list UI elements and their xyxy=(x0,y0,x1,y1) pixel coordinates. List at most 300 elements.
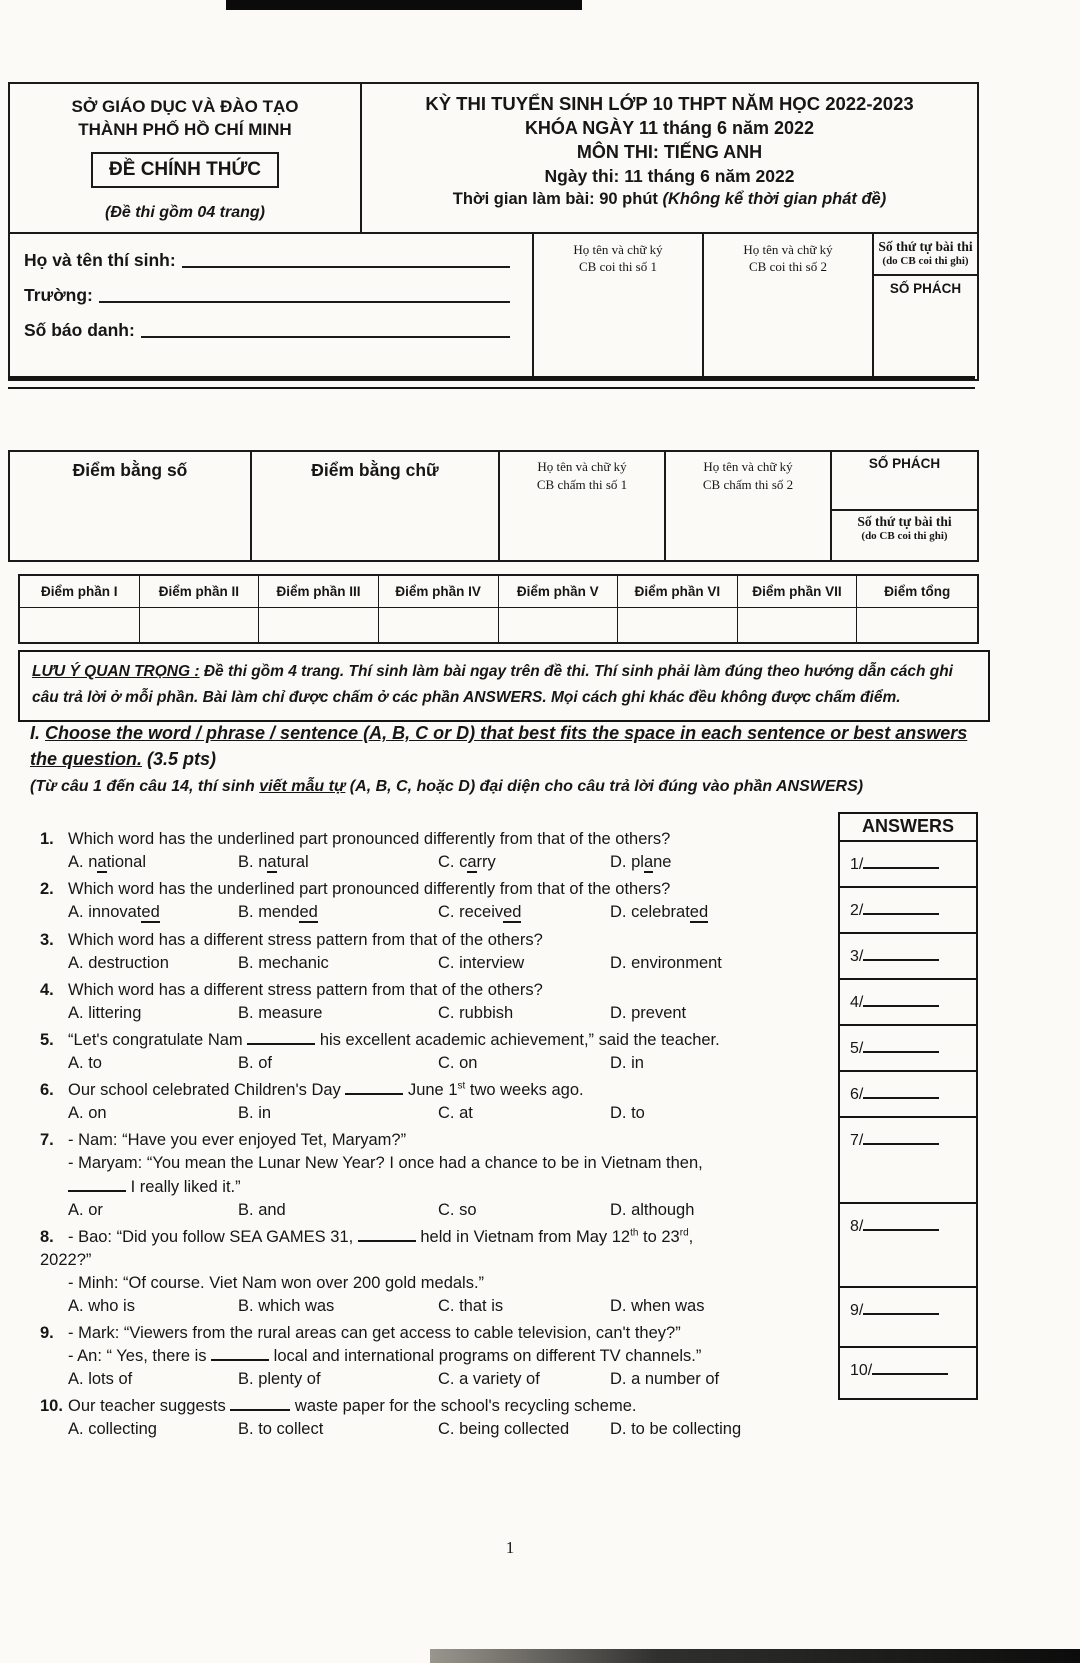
options-row xyxy=(40,1102,828,1125)
parts-header-cell: Điểm phần IV xyxy=(379,576,499,608)
proctor2-cell xyxy=(704,234,874,379)
option xyxy=(238,1368,438,1391)
question xyxy=(40,1029,828,1075)
question xyxy=(40,1322,828,1391)
option xyxy=(238,1102,438,1125)
option xyxy=(438,952,610,975)
option-label: B. xyxy=(238,1296,259,1315)
exam-title-cell xyxy=(362,84,977,232)
text-segment: Which word has a different stress pattern from that of the others? xyxy=(68,930,543,949)
answer-row xyxy=(840,842,976,888)
proctor2-line2: CB coi thi số 2 xyxy=(748,259,827,275)
text-segment: a variety of xyxy=(459,1370,540,1389)
answers-column xyxy=(838,812,978,1445)
text-segment: - Minh: “Of course. Viet Nam won over 200 gold medals.” xyxy=(68,1273,485,1292)
parts-header-cell: Điểm phần III xyxy=(259,576,379,608)
options-row xyxy=(40,1199,828,1222)
text-segment: - Nam: “Have you ever enjoyed Tet, Maryam?” xyxy=(68,1131,407,1150)
option-label: C. xyxy=(438,1054,460,1073)
option-label: A. xyxy=(68,1054,89,1073)
option xyxy=(68,1295,238,1318)
question-line xyxy=(40,1029,828,1052)
text-segment: on xyxy=(88,1104,107,1123)
text-segment: waste paper for the school's recycling scheme. xyxy=(290,1397,637,1416)
notice-label: LƯU Ý QUAN TRỌNG : xyxy=(32,663,200,680)
answer-row-label: 5/ xyxy=(850,1040,864,1058)
option xyxy=(238,1295,438,1318)
text-segment: which was xyxy=(258,1296,335,1315)
option xyxy=(238,952,438,975)
option xyxy=(68,952,238,975)
header-bottom-row xyxy=(10,234,977,379)
superscript-text: th xyxy=(630,1227,639,1239)
answer-row-label: 3/ xyxy=(850,948,864,966)
option xyxy=(610,901,828,924)
text-segment: that is xyxy=(459,1296,504,1315)
text-segment: of xyxy=(258,1054,272,1073)
sequence-sublabel: (do CB coi thi ghi) xyxy=(882,254,969,267)
option-label: A. xyxy=(68,903,89,922)
text-segment: c xyxy=(459,853,468,872)
parts-score-table xyxy=(18,574,979,644)
text-segment: - Bao: “Did you follow SEA GAMES 31, xyxy=(68,1227,358,1246)
option xyxy=(68,1002,238,1025)
text-segment: interview xyxy=(459,953,525,972)
answer-row-label: 7/ xyxy=(850,1132,864,1150)
parts-empty-cell xyxy=(618,608,738,642)
text-segment: - An: “ Yes, there is xyxy=(68,1347,212,1366)
parts-empty-cell xyxy=(738,608,858,642)
scan-artifact-bottom-bar xyxy=(430,1649,1080,1663)
answers-rows xyxy=(840,842,976,1398)
underlined-text: ed xyxy=(141,903,160,922)
option xyxy=(68,1368,238,1391)
text-segment: to be collecting xyxy=(631,1420,742,1439)
question-number: 7. xyxy=(40,1131,54,1150)
grader2-line1: Họ tên và chữ ký xyxy=(703,459,793,474)
option-label: B. xyxy=(238,1104,259,1123)
sequence-cell xyxy=(874,234,977,379)
text-segment: celebrat xyxy=(631,903,690,922)
blank-line xyxy=(230,1395,290,1411)
score-so-phach-label: SỐ PHÁCH xyxy=(832,452,977,511)
student-field-line xyxy=(182,265,510,268)
question-line xyxy=(40,1345,828,1368)
question-number: 1. xyxy=(40,830,54,849)
option-label: A. xyxy=(68,953,89,972)
answer-blank-line xyxy=(863,946,939,961)
answer-row xyxy=(840,1348,976,1398)
question-line xyxy=(40,1322,828,1345)
page-number: 1 xyxy=(505,1538,515,1557)
option-label: B. xyxy=(238,853,259,872)
option-label: B. xyxy=(238,1200,259,1219)
text-segment: held in Vietnam from May 12 xyxy=(415,1227,631,1246)
option-label: B. xyxy=(238,903,259,922)
option-label: D. xyxy=(610,1104,632,1123)
text-segment: littering xyxy=(88,1003,142,1022)
section-1-number: I. xyxy=(30,723,46,743)
score-table xyxy=(8,450,979,562)
underlined-text: ed xyxy=(503,903,522,922)
section-1-heading xyxy=(30,720,978,772)
proctor2-line1: Họ tên và chữ ký xyxy=(743,241,833,257)
question-number: 5. xyxy=(40,1030,54,1049)
option-label: C. xyxy=(438,1296,460,1315)
option xyxy=(238,851,438,874)
text-segment: Our school celebrated Children's Day xyxy=(68,1081,346,1100)
blank-line xyxy=(345,1079,403,1095)
question-number: 10. xyxy=(40,1397,63,1416)
option-label: D. xyxy=(610,1054,632,1073)
score-sequence-cell xyxy=(832,511,977,560)
option xyxy=(68,1199,238,1222)
question-line xyxy=(40,828,828,851)
issuer-line-1: SỞ GIÁO DỤC VÀ ĐÀO TẠO xyxy=(71,97,299,116)
section-1-heading-text: Choose the word / phrase / sentence (A, B, C or D) that best fits the space in each sentence or best answers the question. xyxy=(30,723,968,770)
question xyxy=(40,1079,828,1125)
option xyxy=(610,1199,828,1222)
underlined-text: a xyxy=(267,853,277,872)
header-top-row xyxy=(10,84,977,234)
exam-duration-italic: (Không kể thời gian phát đề) xyxy=(662,190,887,208)
underlined-text: a xyxy=(97,853,107,872)
option-label: A. xyxy=(68,1104,89,1123)
parts-header-cell: Điểm phần VII xyxy=(738,576,858,608)
question-line xyxy=(40,1176,828,1199)
answers-box-title: ANSWERS xyxy=(840,814,976,842)
question-line xyxy=(40,1129,828,1152)
option xyxy=(68,1052,238,1075)
text-segment: June 1 xyxy=(403,1081,458,1100)
option-label: D. xyxy=(610,1420,632,1439)
answer-blank-line xyxy=(863,854,939,869)
option-label: A. xyxy=(68,1296,89,1315)
option-label: D. xyxy=(610,953,632,972)
answer-row-label: 4/ xyxy=(850,994,864,1012)
answer-row-label: 6/ xyxy=(850,1086,864,1104)
option-label: B. xyxy=(238,1054,259,1073)
text-segment: n xyxy=(258,853,268,872)
text-segment: rubbish xyxy=(459,1003,514,1022)
text-segment: at xyxy=(459,1104,473,1123)
text-segment: mend xyxy=(258,903,300,922)
answer-blank-line xyxy=(863,900,939,915)
option xyxy=(438,1102,610,1125)
grader2-line2: CB chấm thi số 2 xyxy=(702,476,794,492)
option-label: B. xyxy=(238,1420,259,1439)
text-segment: “Let's congratulate Nam xyxy=(68,1030,248,1049)
header-table xyxy=(8,82,979,381)
text-segment: in xyxy=(631,1054,644,1073)
score-sequence-sublabel: (do CB coi thi ghi) xyxy=(861,529,948,542)
underlined-text: ed xyxy=(689,903,709,922)
student-field-line xyxy=(99,300,510,303)
section-1 xyxy=(30,720,978,1446)
subnote-post: (A, B, C, hoặc D) đại diện cho câu trả lời đúng vào phần ANSWERS) xyxy=(345,778,864,796)
answer-blank-line xyxy=(872,1360,948,1375)
text-segment: rry xyxy=(476,853,496,872)
questions-and-answers xyxy=(30,812,978,1445)
exam-date: Ngày thi: 11 tháng 6 năm 2022 xyxy=(544,166,795,186)
exam-session: KHÓA NGÀY 11 tháng 6 năm 2022 xyxy=(524,118,815,138)
question-line xyxy=(40,1079,828,1102)
score-phach-cell xyxy=(832,452,977,560)
student-field-row xyxy=(24,285,516,306)
option xyxy=(438,1199,610,1222)
option-label: C. xyxy=(438,953,460,972)
question-line xyxy=(40,1249,828,1272)
notice-box xyxy=(18,650,990,722)
answer-row-label: 1/ xyxy=(850,856,864,874)
options-row xyxy=(40,1295,828,1318)
subnote-underlined: viết mẫu tự xyxy=(259,778,346,796)
options-row xyxy=(40,1418,828,1441)
option xyxy=(610,1368,828,1391)
option xyxy=(610,952,828,975)
text-segment: although xyxy=(631,1200,695,1219)
text-segment: tional xyxy=(106,853,147,872)
text-segment: or xyxy=(88,1200,103,1219)
text-segment: to collect xyxy=(258,1420,324,1439)
text-segment: mechanic xyxy=(258,953,329,972)
text-segment: tural xyxy=(276,853,309,872)
options-row xyxy=(40,851,828,874)
parts-header-cell: Điểm phần VI xyxy=(618,576,738,608)
answers-box xyxy=(838,812,978,1400)
answer-blank-line xyxy=(863,1130,939,1145)
option-label: B. xyxy=(238,1003,259,1022)
answer-row xyxy=(840,934,976,980)
option-label: C. xyxy=(438,1003,460,1022)
text-segment: receiv xyxy=(459,903,504,922)
parts-empty-cell xyxy=(857,608,977,642)
answer-blank-line xyxy=(863,1216,939,1231)
text-segment: in xyxy=(258,1104,272,1123)
option xyxy=(238,1052,438,1075)
answer-row xyxy=(840,888,976,934)
scan-artifact-top-bar xyxy=(226,0,582,10)
grader1-line1: Họ tên và chữ ký xyxy=(537,459,627,474)
superscript-text: rd xyxy=(679,1227,689,1239)
option xyxy=(438,1368,610,1391)
blank-line xyxy=(358,1226,416,1242)
so-phach-label: SỐ PHÁCH xyxy=(889,280,962,296)
question xyxy=(40,1395,828,1441)
text-segment: so xyxy=(459,1200,477,1219)
questions-column xyxy=(30,812,838,1445)
question-line xyxy=(40,929,828,952)
option xyxy=(438,851,610,874)
question-line xyxy=(40,1152,828,1175)
parts-empty-cell xyxy=(499,608,619,642)
option-label: C. xyxy=(438,903,460,922)
exam-duration-bold: Thời gian làm bài: 90 phút xyxy=(452,190,663,208)
option xyxy=(68,1102,238,1125)
option-label: D. xyxy=(610,903,632,922)
text-segment: 2022?” xyxy=(40,1250,92,1269)
text-segment: Our teacher suggests xyxy=(68,1397,231,1416)
section-1-subnote xyxy=(30,778,978,796)
blank-line xyxy=(211,1345,269,1361)
score-number-cell: Điểm bằng số xyxy=(10,452,252,560)
question-number: 8. xyxy=(40,1227,54,1246)
text-segment: lots of xyxy=(88,1370,133,1389)
parts-header-cell: Điểm phần II xyxy=(140,576,260,608)
score-sequence-label: Số thứ tự bài thi xyxy=(857,513,952,529)
student-field-line xyxy=(141,335,510,338)
text-segment: prevent xyxy=(631,1003,687,1022)
question xyxy=(40,979,828,1025)
option xyxy=(438,901,610,924)
text-segment: being collected xyxy=(459,1420,570,1439)
question-line xyxy=(40,878,828,901)
answer-row-label: 8/ xyxy=(850,1218,864,1236)
text-segment: I really liked it.” xyxy=(126,1177,241,1196)
text-segment: to xyxy=(88,1054,102,1073)
question-line xyxy=(40,979,828,1002)
text-segment: pl xyxy=(631,853,644,872)
text-segment: two weeks ago. xyxy=(465,1081,584,1100)
text-segment: Which word has the underlined part pronounced differently from that of the others? xyxy=(68,830,671,849)
option-label: A. xyxy=(68,853,89,872)
grader1-cell xyxy=(500,452,666,560)
score-words-cell: Điểm bằng chữ xyxy=(252,452,500,560)
parts-header-cell: Điểm phần I xyxy=(20,576,140,608)
pages-note: (Đề thi gồm 04 trang) xyxy=(104,203,265,221)
underlined-text: a xyxy=(643,853,654,872)
answer-blank-line xyxy=(863,1038,939,1053)
issuer-line-2: THÀNH PHỐ HỒ CHÍ MINH xyxy=(78,119,292,139)
option xyxy=(438,1295,610,1318)
text-segment: who is xyxy=(88,1296,135,1315)
proctor1-line1: Họ tên và chữ ký xyxy=(573,241,663,257)
option-label: A. xyxy=(68,1003,89,1022)
parts-header-cell: Điểm phần V xyxy=(499,576,619,608)
text-segment: to xyxy=(631,1104,645,1123)
text-segment: a number of xyxy=(631,1370,720,1389)
student-field-label: Trường: xyxy=(24,284,93,305)
exam-title: KỲ THI TUYỂN SINH LỚP 10 THPT NĂM HỌC 2022-2023 xyxy=(425,93,914,114)
option xyxy=(68,901,238,924)
options-row xyxy=(40,1002,828,1025)
options-row xyxy=(40,1052,828,1075)
text-segment: and xyxy=(258,1200,286,1219)
text-segment: when was xyxy=(631,1296,705,1315)
text-segment: - Maryam: “You mean the Lunar New Year? I once had a chance to be in Vietnam then, xyxy=(68,1154,703,1173)
option xyxy=(438,1002,610,1025)
text-segment: , xyxy=(688,1227,694,1246)
option xyxy=(610,1418,828,1441)
option xyxy=(610,1295,828,1318)
answer-row-label: 10/ xyxy=(850,1362,873,1380)
sequence-number-cell xyxy=(874,234,977,276)
answer-row xyxy=(840,1118,976,1204)
option xyxy=(610,1002,828,1025)
proctor1-line2: CB coi thi số 1 xyxy=(578,259,657,275)
text-segment: collecting xyxy=(88,1420,157,1439)
option xyxy=(238,901,438,924)
option xyxy=(238,1199,438,1222)
text-segment: innovat xyxy=(88,903,142,922)
option-label: A. xyxy=(68,1420,89,1439)
answer-row-label: 9/ xyxy=(850,1302,864,1320)
text-segment: ne xyxy=(653,853,672,872)
exam-duration xyxy=(370,190,969,209)
question xyxy=(40,1129,828,1221)
answer-row xyxy=(840,1288,976,1348)
question-line xyxy=(40,1226,828,1249)
student-field-row xyxy=(24,250,516,271)
question xyxy=(40,878,828,924)
answer-row xyxy=(840,1072,976,1118)
option xyxy=(238,1002,438,1025)
text-segment: plenty of xyxy=(258,1370,321,1389)
subnote-pre: (Từ câu 1 đến câu 14, thí sinh xyxy=(30,778,260,796)
answer-row-label: 2/ xyxy=(850,902,864,920)
cut-rule xyxy=(8,376,975,389)
answer-blank-line xyxy=(863,1300,939,1315)
text-segment: local and international programs on different TV channels.” xyxy=(269,1347,702,1366)
option xyxy=(610,851,828,874)
option xyxy=(238,1418,438,1441)
parts-empty-cell xyxy=(379,608,499,642)
option-label: C. xyxy=(438,853,460,872)
student-field-row xyxy=(24,320,516,341)
option xyxy=(610,1052,828,1075)
underlined-text: ed xyxy=(299,903,318,922)
text-segment: n xyxy=(88,853,98,872)
question xyxy=(40,828,828,874)
option-label: D. xyxy=(610,853,632,872)
option-label: D. xyxy=(610,1296,632,1315)
question-number: 6. xyxy=(40,1081,54,1100)
text-segment: environment xyxy=(631,953,722,972)
option-label: B. xyxy=(238,953,259,972)
sequence-label: Số thứ tự bài thi xyxy=(878,238,973,254)
text-segment: his excellent academic achievement,” said the teacher. xyxy=(315,1030,720,1049)
question-number: 4. xyxy=(40,980,54,999)
question-number: 9. xyxy=(40,1324,54,1343)
option xyxy=(438,1052,610,1075)
issuer-cell xyxy=(10,84,362,232)
blank-line xyxy=(68,1176,126,1192)
answer-row xyxy=(840,1204,976,1288)
question-number: 2. xyxy=(40,880,54,899)
answer-row xyxy=(840,1026,976,1072)
options-row xyxy=(40,901,828,924)
question-line xyxy=(40,1395,828,1418)
text-segment: Which word has the underlined part pronounced differently from that of the others? xyxy=(68,880,671,899)
answer-blank-line xyxy=(863,1084,939,1099)
grader1-line2: CB chấm thi số 1 xyxy=(536,476,628,492)
option xyxy=(610,1102,828,1125)
superscript-text: st xyxy=(457,1080,466,1092)
text-segment: to 23 xyxy=(638,1227,680,1246)
question xyxy=(40,1226,828,1318)
notice-text: Đề thi gồm 4 trang. Thí sinh làm bài ngay trên đề thi. Thí sinh phải làm đúng theo hướng dẫn cách ghi câu trả lời ở mỗi phần. Bài làm chỉ được chấm ở các phần ANSWERS. Mọi cách ghi khác đều không được chấm điểm. xyxy=(32,663,953,707)
option-label: C. xyxy=(438,1420,460,1439)
parts-empty-cell xyxy=(259,608,379,642)
option-label: D. xyxy=(610,1200,632,1219)
question-line xyxy=(40,1272,828,1295)
text-segment: Which word has a different stress pattern from that of the others? xyxy=(68,980,543,999)
option-label: C. xyxy=(438,1104,460,1123)
section-1-points: (3.5 pts) xyxy=(142,749,217,770)
option-label: A. xyxy=(68,1370,89,1389)
student-field-label: Số báo danh: xyxy=(24,319,135,340)
option xyxy=(438,1418,610,1441)
